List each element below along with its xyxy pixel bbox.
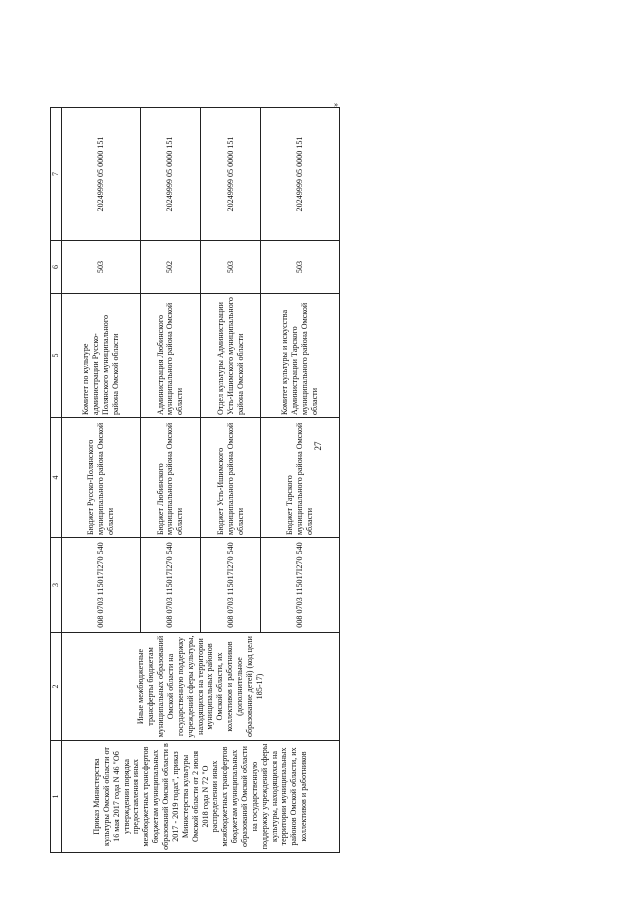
header-cell-5: 5 (51, 294, 62, 418)
classification-code-cell: 008 0703 115017I270 540 (140, 538, 200, 633)
administrator-code-cell: 502 (140, 241, 200, 294)
administrator-cell: Комитет культуры и искусства Администрации Тарского муниципального района Омской области (261, 294, 340, 418)
page-mark: » (334, 100, 338, 109)
table-row (62, 108, 141, 853)
header-cell-3: 3 (51, 538, 62, 633)
income-code-cell: 20249999 05 0000 151 (200, 108, 260, 241)
header-cell-7: 7 (51, 108, 62, 241)
budget-transfer-table (50, 107, 340, 853)
administrator-code-cell: 503 (200, 241, 260, 294)
legal-basis-cell: Приказ Министерства культуры Омской области от 16 мая 2017 года N 46 "Об утверждении порядка предоставления иных межбюджетных трансфертов бюджетам муниципальных образований Омской области в 2017 - 2019 годах", приказ Министерства культуры Омской области от 2 июля 2018 года N 72 "О распределении иных межбюджетных трансфертов бюджетам муниципальных образований Омской области на государственную поддержку учреждений сферы культуры, находящихся на территории муниципальных районов Омской области, их коллективов и работников (62, 741, 340, 853)
administrator-cell: Комитет по культуре администрации Русско-Полянского муниципального района Омской области (62, 294, 141, 418)
administrator-cell: Администрация Любинского муниципального района Омской области (140, 294, 200, 418)
header-cell-6: 6 (51, 241, 62, 294)
administrator-code-cell: 503 (62, 241, 141, 294)
page-number: 27 (313, 441, 323, 451)
header-cell-1: 1 (51, 741, 62, 853)
budget-name-cell: Бюджет Тарского муниципального района Омской области (261, 418, 340, 538)
income-code-cell: 20249999 05 0000 151 (261, 108, 340, 241)
header-cell-2: 2 (51, 633, 62, 741)
income-code-cell: 20249999 05 0000 151 (140, 108, 200, 241)
budget-name-cell: Бюджет Усть-Ишимского муниципального района Омской области (200, 418, 260, 538)
classification-code-cell: 008 0703 115017I270 540 (200, 538, 260, 633)
header-cell-4: 4 (51, 418, 62, 538)
administrator-code-cell: 503 (261, 241, 340, 294)
table-header (51, 108, 62, 853)
budget-name-cell: Бюджет Любинского муниципального района Омской области (140, 418, 200, 538)
budget-name-cell: Бюджет Русско-Полянского муниципального района Омской области (62, 418, 141, 538)
classification-code-cell: 008 0703 115017I270 540 (261, 538, 340, 633)
rotated-table-container (50, 108, 340, 853)
income-code-cell: 20249999 05 0000 151 (62, 108, 141, 241)
transfer-description-cell: Иные межбюджетные трансферты бюджетам муниципальных образований Омской области на государственную поддержку учреждений сферы культуры, находящихся на территории муниципальных районов Омской области, их коллективов и работников (дополнительное образование детей) (код цели 185-17) (62, 633, 340, 741)
classification-code-cell: 008 0703 115017I270 540 (62, 538, 141, 633)
administrator-cell: Отдел культуры Администрации Усть-Ишимского муниципального района Омской области (200, 294, 260, 418)
